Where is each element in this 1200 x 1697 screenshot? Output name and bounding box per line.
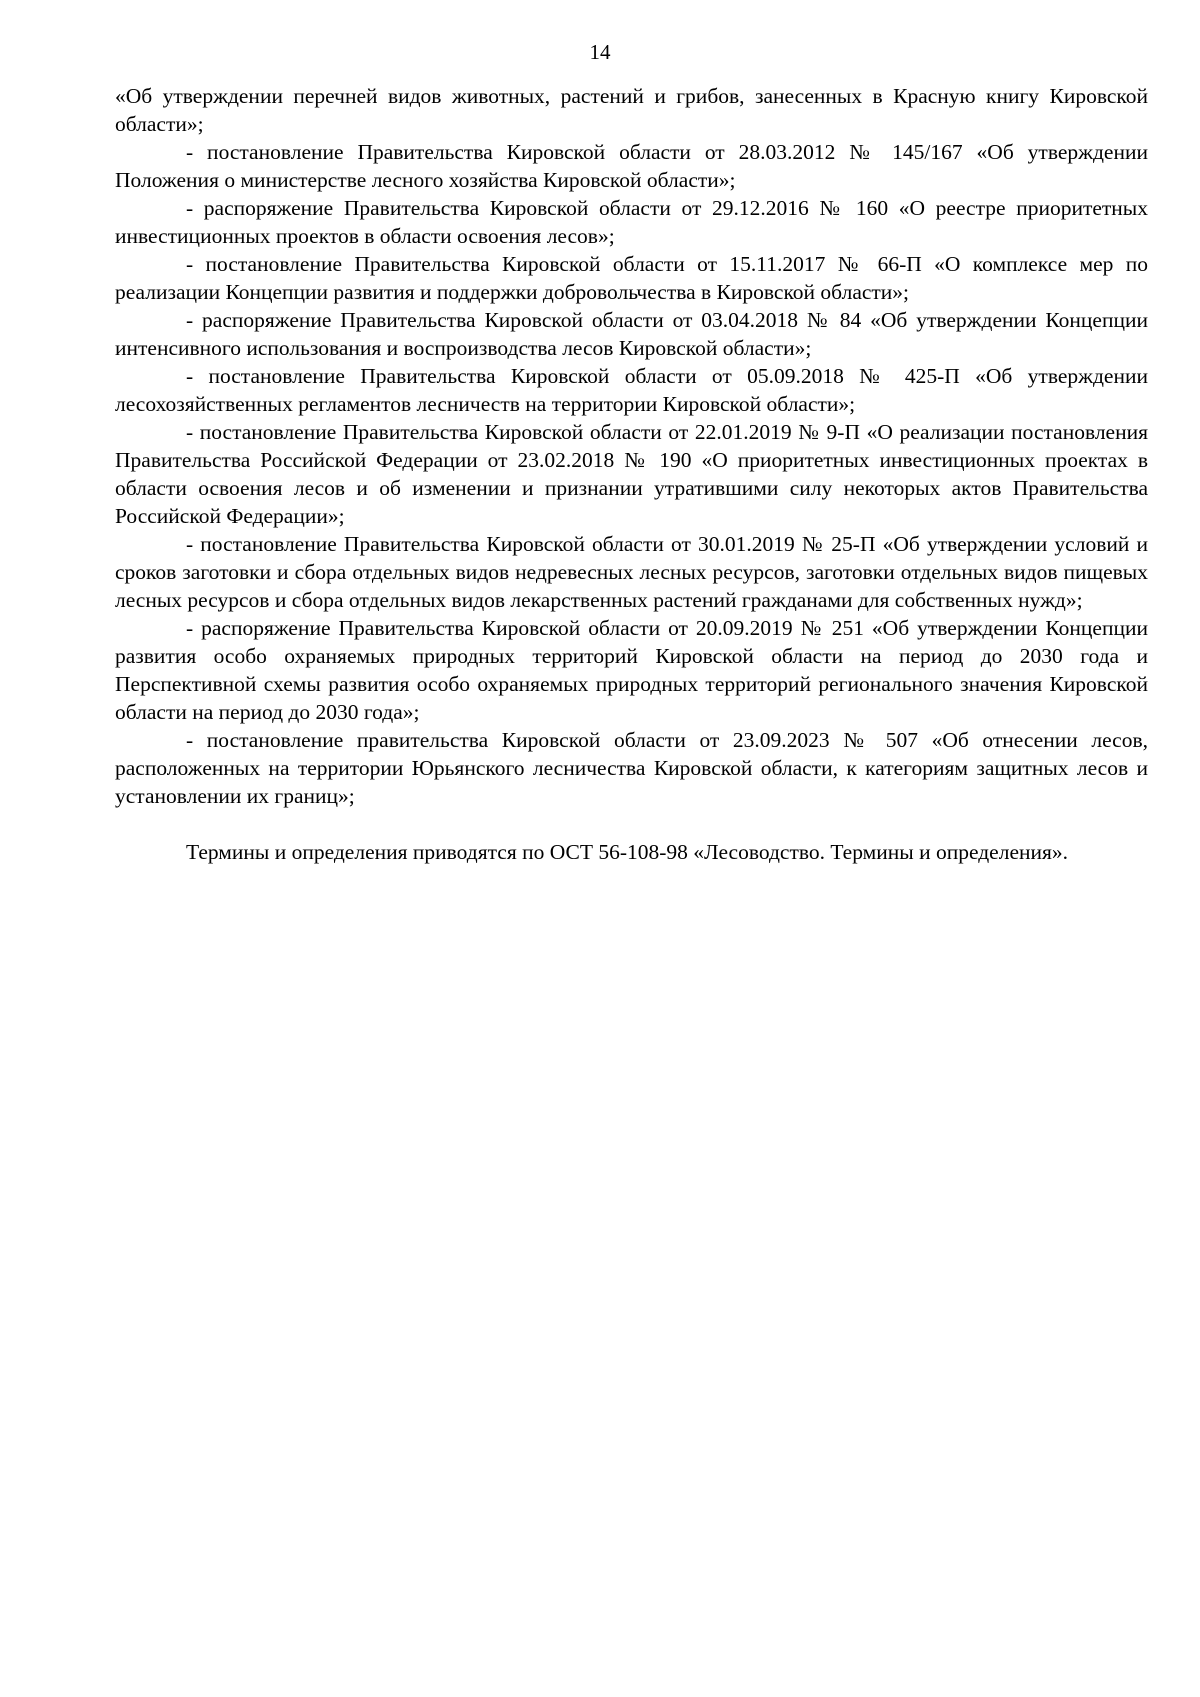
paragraph-forestry-ministry-regulation: - постановление Правительства Кировской области от 28.03.2012 № 145/167 «Об утверждении Положения о министерстве лесного хозяйства Кировской области»; (115, 140, 1148, 192)
paragraph-forestry-regulations: - постановление Правительства Кировской области от 05.09.2018 № 425-П «Об утверждении лесохозяйственных регламентов лесничеств на территории Кировской области»; (115, 364, 1148, 416)
page-number: 14 (589, 40, 611, 64)
paragraph-terms-and-definitions: Термины и определения приводятся по ОСТ 56-108-98 «Лесоводство. Термины и определения». (186, 840, 1069, 864)
paragraph-intensive-forest-use-concept: - распоряжение Правительства Кировской области от 03.04.2018 № 84 «Об утверждении Концепции интенсивного использования и воспроизводства лесов Кировской области»; (115, 308, 1148, 360)
paragraph-non-timber-resources: - постановление Правительства Кировской области от 30.01.2019 № 25-П «Об утверждении условий и сроков заготовки и сбора отдельных видов недревесных лесных ресурсов, заготовки отдельных видов пищевых лесных ресурсов и сбора отдельных видов лекарственных растений гражданами для собственных нужд»; (115, 532, 1148, 612)
paragraph-volunteering-concept: - постановление Правительства Кировской области от 15.11.2017 № 66-П «О комплексе мер по реализации Концепции развития и поддержки добровольчества в Кировской области»; (115, 252, 1148, 304)
paragraph-priority-investment-projects: - постановление Правительства Кировской области от 22.01.2019 № 9-П «О реализации постановления Правительства Российской Федерации от 23.02.2018 № 190 «О приоритетных инвестиционных проектах в области освоения лесов и об изменении и признании утратившими силу некоторых актов Правительства Российской Федерации»; (115, 420, 1148, 528)
paragraph-protected-areas-concept: - распоряжение Правительства Кировской области от 20.09.2019 № 251 «Об утверждении Концепции развития особо охраняемых природных территорий Кировской области на период до 2030 года и Перспективной схемы развития особо охраняемых природных территорий регионального значения Кировской области на период до 2030 года»; (115, 616, 1148, 724)
document-body (115, 82, 1148, 866)
paragraph-priority-projects-registry: - распоряжение Правительства Кировской области от 29.12.2016 № 160 «О реестре приоритетных инвестиционных проектов в области освоения лесов»; (115, 196, 1148, 248)
paragraph-protective-forests-yuryansky: - постановление правительства Кировской области от 23.09.2023 № 507 «Об отнесении лесов, расположенных на территории Юрьянского лесничества Кировской области, к категориям защитных лесов и установлении их границ»; (115, 728, 1148, 808)
paragraph-red-book-continuation: «Об утверждении перечней видов животных, растений и грибов, занесенных в Красную книгу Кировской области»; (115, 84, 1148, 136)
